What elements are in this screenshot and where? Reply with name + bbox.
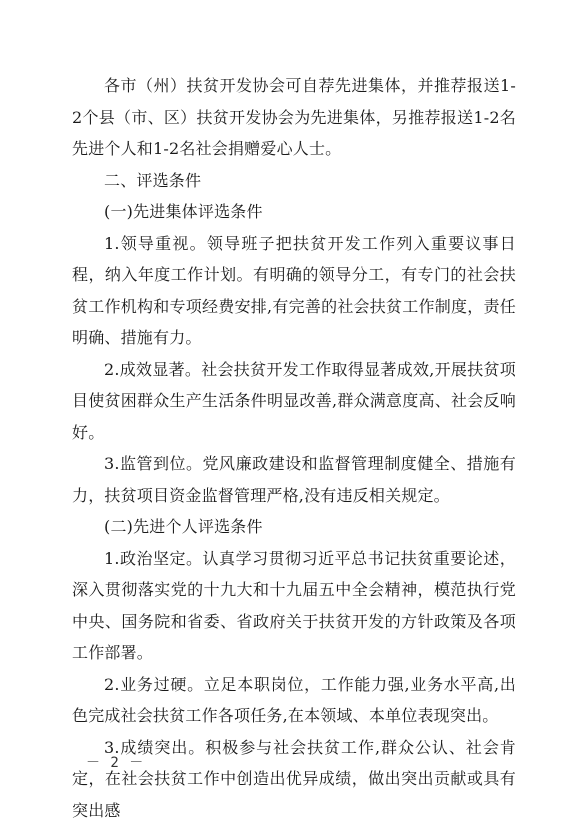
page-number: － 2 － xyxy=(86,752,144,772)
document-body xyxy=(72,70,516,826)
section-heading-criteria: 二、评选条件 xyxy=(72,165,516,197)
criterion-political: 1.政治坚定。认真学习贯彻习近平总书记扶贫重要论述，深入贯彻落实党的十九大和十九届五中全会精神，模范执行党中央、国务院和省委、省政府关于扶贫开发的方针政策及各项工作部署。 xyxy=(72,543,516,669)
paragraph-nomination-quota: 各市（州）扶贫开发协会可自荐先进集体，并推荐报送1-2个县（市、区）扶贫开发协会为先进集体，另推荐报送1-2名先进个人和1-2名社会捐赠爱心人士。 xyxy=(72,70,516,165)
criterion-supervision: 3.监管到位。党风廉政建设和监督管理制度健全、措施有力，扶贫项目资金监督管理严格,没有违反相关规定。 xyxy=(72,448,516,511)
criterion-leadership: 1.领导重视。领导班子把扶贫开发工作列入重要议事日程，纳入年度工作计划。有明确的领导分工，有专门的社会扶贫工作机构和专项经费安排,有完善的社会扶贫工作制度，责任明确、措施有力。 xyxy=(72,228,516,354)
subsection-heading-individual: (二)先进个人评选条件 xyxy=(72,511,516,543)
criterion-professional: 2.业务过硬。立足本职岗位，工作能力强,业务水平高,出色完成社会扶贫工作各项任务,在本领域、本单位表现突出。 xyxy=(72,669,516,732)
criterion-achievement: 3.成绩突出。积极参与社会扶贫工作,群众公认、社会肯定，在社会扶贫工作中创造出优异成绩，做出突出贡献或具有突出感 xyxy=(72,732,516,826)
criterion-results: 2.成效显著。社会扶贫开发工作取得显著成效,开展扶贫项目使贫困群众生产生活条件明显改善,群众满意度高、社会反响好。 xyxy=(72,354,516,449)
subsection-heading-collective: (一)先进集体评选条件 xyxy=(72,196,516,228)
